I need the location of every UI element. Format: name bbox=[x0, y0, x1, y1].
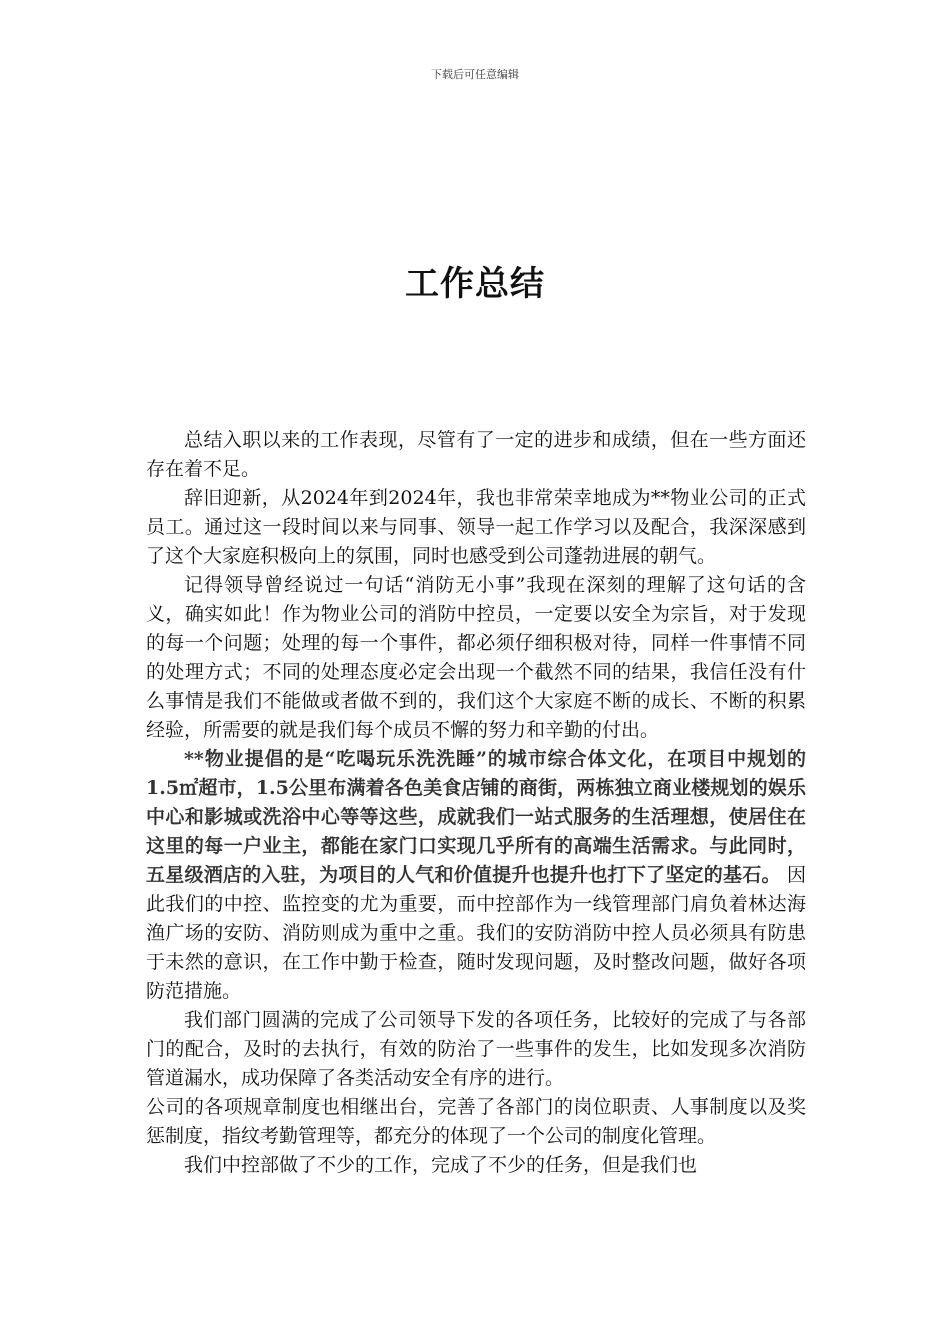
paragraph-fire-safety: 记得领导曾经说过一句话“消防无小事”我现在深刻的理解了这句话的含义，确实如此！作为物业公司的消防中控员，一定要以安全为宗旨，对于发现的每一个问题；处理的每一个事件，都必须仔细积极对待，同样一件事情不同的处理方式；不同的处理态度必定会出现一个截然不同的结果，我信任没有什么事情是我们不能做或者做不到的，我们这个大家庭不断的成长、不断的积累经验，所需要的就是我们每个成员不懈的努力和辛勤的付出。 bbox=[146, 574, 806, 741]
paragraph-regulations: 公司的各项规章制度也相继出台，完善了各部门的岗位职责、人事制度以及奖惩制度，指纹考勤管理等，都充分的体现了一个公司的制度化管理。 bbox=[146, 1096, 806, 1147]
paragraph-department-tasks: 我们部门圆满的完成了公司领导下发的各项任务，比较好的完成了与各部门的配合，及时的去执行，有效的防治了一些事件的发生，比如发现多次消防管道漏水，成功保障了各类活动安全有序的进行。 bbox=[146, 1009, 806, 1089]
paragraph-intro: 总结入职以来的工作表现，尽管有了一定的进步和成绩，但在一些方面还存在着不足。 bbox=[146, 429, 806, 480]
paragraph-culture-and-control bbox=[146, 745, 806, 1006]
paragraph-new-year: 辞旧迎新，从2024年到2024年，我也非常荣幸地成为**物业公司的正式员工。通过这一段时间以来与同事、领导一起工作学习以及配合，我深深感到了这个大家庭积极向上的氛围，同时也感受到公司蓬勃进展的朝气。 bbox=[146, 487, 806, 567]
page-header: 下载后可任意编辑 bbox=[431, 68, 519, 81]
document-title: 工作总结 bbox=[405, 264, 545, 304]
paragraph-control-dept: 我们中控部做了不少的工作，完成了不少的任务，但是我们也 bbox=[184, 1154, 698, 1176]
document-body bbox=[146, 426, 806, 1180]
paragraph-control-room: 因此我们的中控、监控变的尤为重要，而中控部作为一线管理部门肩负着林达海渔广场的安防、消防则成为重中之重。我们的安防消防中控人员必须具有防患于未然的意识，在工作中勤于检查，随时发现问题，及时整改问题，做好各项防范措施。 bbox=[146, 864, 806, 1002]
paragraph-property-culture: **物业提倡的是“吃喝玩乐洗洗睡”的城市综合体文化，在项目中规划的1.5㎡超市，1.5公里布满着各色美食店铺的商街，两栋独立商业楼规划的娱乐中心和影城或洗浴中心等等这些，成就我们一站式服务的生活理想，使居住在这里的每一户业主，都能在家门口实现几乎所有的高端生活需求。与此同时，五星级酒店的入驻，为项目的人气和价值提升也提升也打下了坚定的基石。 bbox=[146, 748, 806, 886]
